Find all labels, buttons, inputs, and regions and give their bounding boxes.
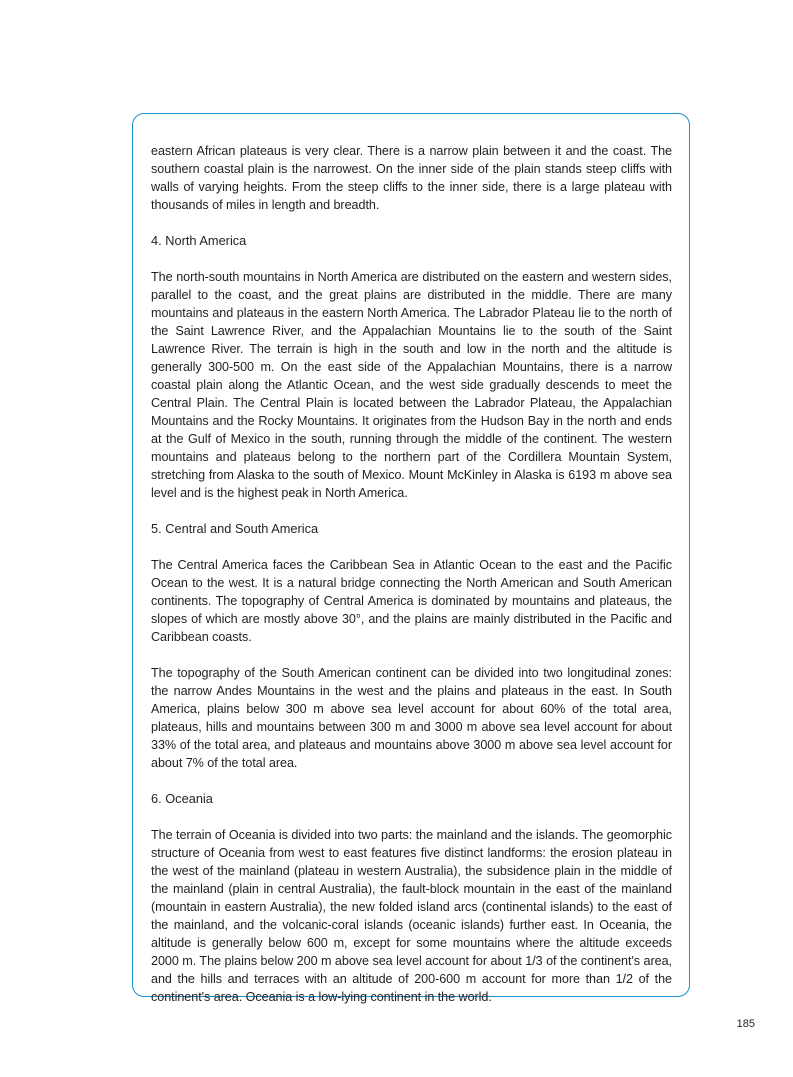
- heading-north-america: 4. North America: [151, 233, 247, 248]
- spacer: [151, 250, 672, 268]
- page-number: 185: [736, 1018, 755, 1030]
- spacer: [151, 538, 672, 556]
- heading-oceania: 6. Oceania: [151, 791, 213, 806]
- spacer: [151, 214, 672, 232]
- heading-central-south-america: 5. Central and South America: [151, 521, 319, 536]
- spacer: [151, 646, 672, 664]
- north-america-paragraph: The north-south mountains in North America are distributed on the eastern and western sides, parallel to the coast, and the great plains are distributed in the middle. There are many mountains and plateaus in the eastern North America. The Labrador Plateau lie to the north of the Saint Lawrence River, and the Appalachian Mountains lie to the south of the Saint Lawrence River. The terrain is high in the south and low in the north and the altitude is generally 300-500 m. On the east side of the Appalachian Mountains, there is a narrow coastal plain along the Atlantic Ocean, and the west side gradually descends to meet the Central Plain. The Central Plain is located between the Labrador Plateau, the Appalachian Mountains and the Rocky Mountains. It originates from the Hudson Bay in the north and ends at the Gulf of Mexico in the south, running through the middle of the continent. The western mountains and plateaus belong to the northern part of the Cordillera Mountain System, stretching from Alaska to the south of Mexico. Mount McKinley in Alaska is 6193 m above sea level and is the highest peak in North America.: [151, 270, 672, 500]
- content-box: [132, 113, 690, 1004]
- south-america-paragraph: The topography of the South American continent can be divided into two longitudinal zones: the narrow Andes Mountains in the west and the plains and plateaus in the east. In South America, plains below 300 m above sea level account for about 60% of the total area, plateaus, hills and mountains between 300 m and 3000 m above sea level account for about 33% of the total area, and plateaus and mountains above 3000 m above sea level account for about 7% of the total area.: [151, 666, 672, 770]
- spacer: [151, 808, 672, 826]
- central-america-paragraph: The Central America faces the Caribbean Sea in Atlantic Ocean to the east and the Pacific Ocean to the west. It is a natural bridge connecting the North American and South American continents. The topography of Central America is dominated by mountains and plateaus, the slopes of which are mostly above 30°, and the plains are mainly distributed in the Pacific and Caribbean coasts.: [151, 558, 672, 644]
- spacer: [151, 772, 672, 790]
- intro-paragraph: eastern African plateaus is very clear. There is a narrow plain between it and the coast. The southern coastal plain is the narrowest. On the inner side of the plain stands steep cliffs with walls of varying heights. From the steep cliffs to the inner side, there is a large plateau with thousands of miles in length and breadth.: [151, 144, 672, 212]
- oceania-paragraph: The terrain of Oceania is divided into two parts: the mainland and the islands. The geomorphic structure of Oceania from west to east features five distinct landforms: the erosion plateau in the west of the mainland (plateau in western Australia), the subsidence plain in the middle of the mainland (plain in central Australia), the fault-block mountain in the east of the mainland (mountain in eastern Australia), the new folded island arcs (continental islands) to the east of the mainland, and the volcanic-coral islands (oceanic islands) further east. In Oceania, the altitude is generally below 600 m, except for some mountains where the altitude exceeds 2000 m. The plains below 200 m above sea level account for about 1/3 of the continent's area, and the hills and terraces with an altitude of 200-600 m account for more than 1/2 of the continent's area. Oceania is a low-lying continent in the world.: [151, 828, 672, 1004]
- spacer: [151, 502, 672, 520]
